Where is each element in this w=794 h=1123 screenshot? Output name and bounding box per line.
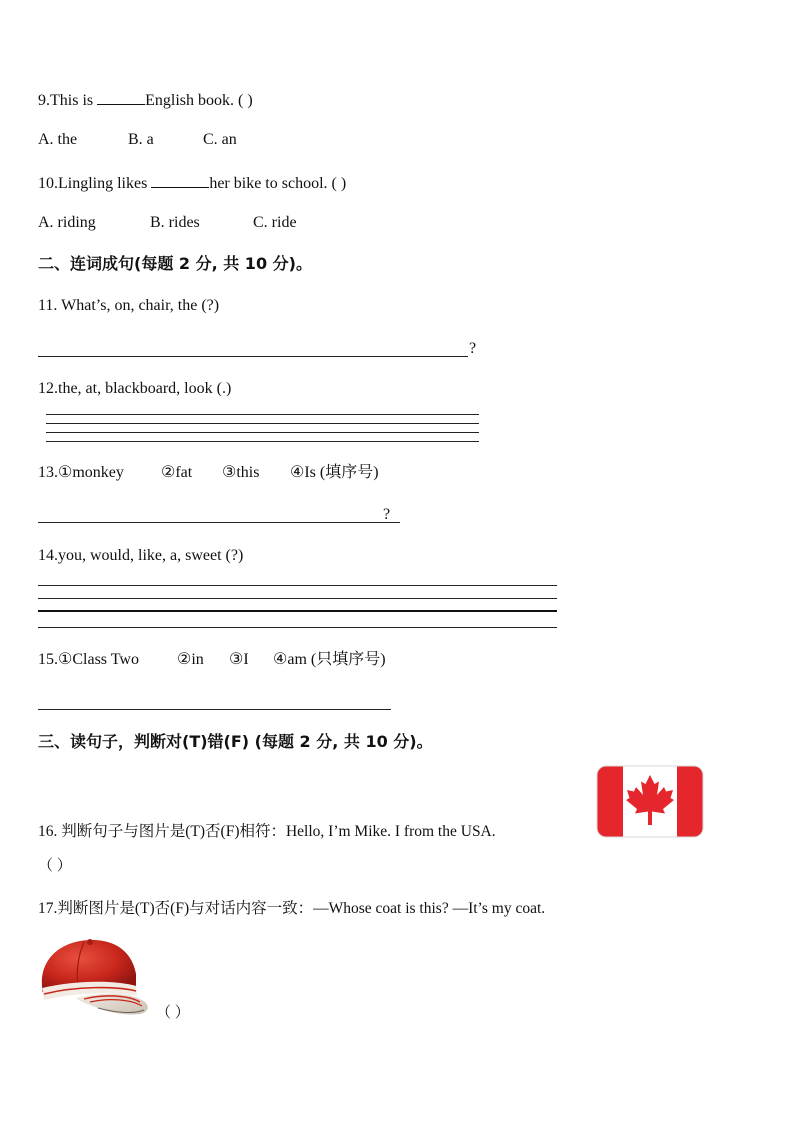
q16-prompt: 16. 判断句子与图片是(T)否(F)相符：Hello, I’m Mike. I from the USA.: [38, 823, 496, 840]
q10-option-a: A. riding: [38, 214, 96, 231]
q13-option-3: ③this: [222, 464, 260, 481]
q11-answer-line[interactable]: [38, 356, 468, 357]
q17-answer-paren[interactable]: （ ）: [156, 1005, 190, 1021]
q13-end-mark: ?: [383, 506, 391, 523]
section-3-heading: 三、读句子，判断对(T)错(F) (每题 2 分, 共 10 分)。: [38, 732, 433, 751]
q15-answer-line[interactable]: [38, 709, 391, 710]
q10-option-c: C. ride: [253, 214, 297, 231]
q9-option-b: B. a: [128, 131, 154, 148]
q10-answer-blank[interactable]: [151, 171, 209, 188]
q15-option-3: ③I: [229, 651, 249, 668]
canada-flag-image: [596, 765, 704, 838]
q9-answer-blank[interactable]: [97, 88, 145, 105]
q11-end-mark: ?: [469, 340, 477, 357]
q13-option-4: ④Is (填序号): [290, 464, 379, 481]
q12-writing-line-2[interactable]: [46, 423, 479, 424]
q9-text-after: English book. ( ): [145, 92, 253, 109]
q14-prompt: 14.you, would, like, a, sweet (?): [38, 547, 244, 564]
q12-prompt: 12.the, at, blackboard, look (.): [38, 380, 232, 397]
q9-prompt: [38, 88, 253, 111]
q9-option-a: A. the: [38, 131, 78, 148]
q10-text-before: 10.Lingling likes: [38, 175, 152, 192]
section-2-heading: 二、连词成句(每题 2 分, 共 10 分)。: [38, 254, 312, 273]
q14-writing-line-3[interactable]: [38, 610, 557, 612]
q14-writing-line-1[interactable]: [38, 585, 557, 586]
q15-option-4: ④am (只填序号): [273, 651, 386, 668]
q9-text-before: 9.This is: [38, 92, 98, 109]
q13-option-2: ②fat: [161, 464, 193, 481]
q15-option-1: 15.①Class Two: [38, 651, 139, 668]
flag-right-band: [677, 765, 704, 838]
q11-prompt: 11. What’s, on, chair, the (?): [38, 297, 220, 314]
q13-answer-line[interactable]: [38, 522, 400, 523]
q14-writing-line-4[interactable]: [38, 627, 557, 628]
q10-prompt: [38, 171, 346, 194]
q12-writing-line-3[interactable]: [46, 432, 479, 433]
q14-writing-line-2[interactable]: [38, 598, 557, 599]
q17-prompt: 17.判断图片是(T)否(F)与对话内容一致：—Whose coat is this? —It’s my coat.: [38, 900, 546, 917]
q15-option-2: ②in: [177, 651, 204, 668]
q12-writing-line-4[interactable]: [46, 441, 479, 442]
red-cap-image: [36, 936, 154, 1022]
q13-option-1: 13.①monkey: [38, 464, 124, 481]
flag-left-band: [596, 765, 623, 838]
q10-option-b: B. rides: [150, 214, 200, 231]
q9-option-c: C. an: [203, 131, 237, 148]
q12-writing-line-1[interactable]: [46, 414, 479, 415]
q10-text-after: her bike to school. ( ): [209, 175, 347, 192]
q16-answer-paren[interactable]: （ ）: [38, 858, 72, 874]
